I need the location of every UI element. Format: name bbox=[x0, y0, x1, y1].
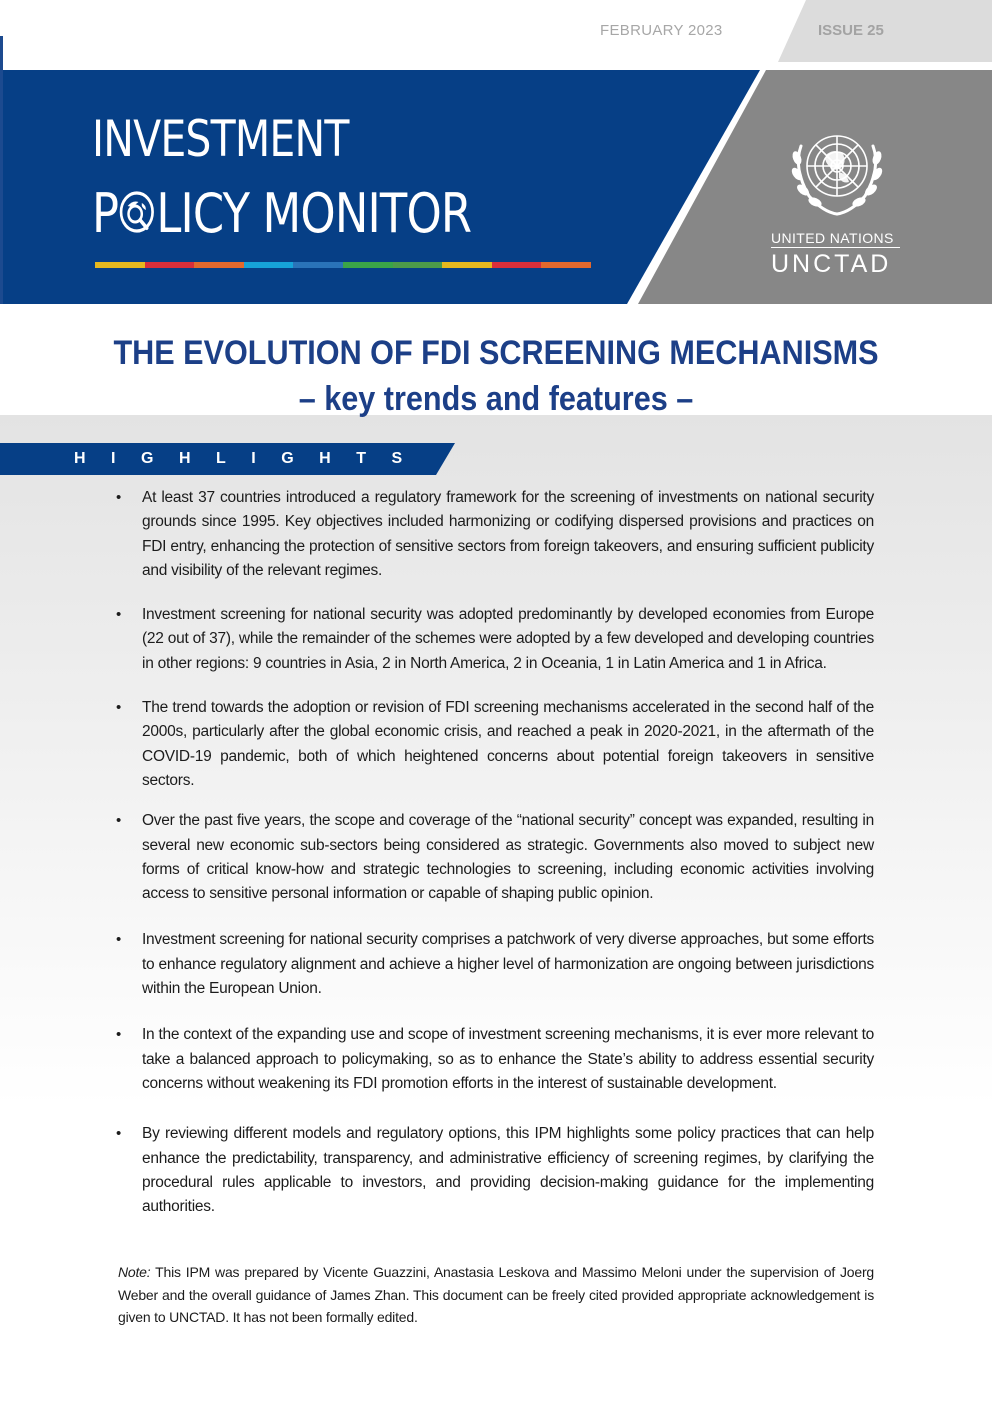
highlight-item bbox=[116, 603, 874, 676]
un-emblem-icon bbox=[773, 116, 901, 224]
highlight-text: At least 37 countries introduced a regulatory framework for the screening of investments on national security grounds since 1995. Key objectives included harmonizing or codifying dispersed provisions and practices on FDI entry, enhancing the protection of sensitive sectors from foreign takeovers, and ensuring sufficient publicity and visibility of the relevant regimes. bbox=[142, 489, 874, 579]
stripe-segment bbox=[492, 262, 542, 268]
document-title bbox=[50, 330, 943, 422]
highlight-item bbox=[116, 1023, 874, 1096]
highlight-item bbox=[116, 696, 874, 793]
stripe-segment bbox=[343, 262, 393, 268]
note-label: Note: bbox=[118, 1264, 151, 1280]
stripe-segment bbox=[541, 262, 591, 268]
bullet-icon: • bbox=[116, 606, 122, 624]
stripe-segment bbox=[95, 262, 145, 268]
stripe-segment bbox=[393, 262, 443, 268]
highlights-label: HIGHLIGHTS bbox=[74, 450, 428, 467]
highlight-text: Investment screening for national security comprises a patchwork of very diverse approaches, but some efforts to enhance regulatory alignment and achieve a higher level of harmonization are ongoing between jurisdictions within the European Union. bbox=[142, 931, 874, 998]
highlight-text: Investment screening for national security was adopted predominantly by developed economies from Europe (22 out of 37), while the remainder of the schemes were adopted by a few developed and developing countries in other regions: 9 countries in Asia, 2 in North America, 2 in Oceania, 1 in Latin America and 1 in Africa. bbox=[142, 606, 874, 672]
left-accent-rule bbox=[0, 36, 3, 304]
footnote bbox=[118, 1261, 874, 1329]
bullet-icon: • bbox=[116, 1125, 122, 1143]
color-stripe-bar bbox=[95, 262, 591, 268]
stripe-segment bbox=[293, 262, 343, 268]
highlight-text: Over the past five years, the scope and coverage of the “national security” concept was expanded, resulting in several new economic sub-sectors being considered as strategic. Governments also moved to subject new forms of critical know-how and strategic technologies to screening, including economic activities involving access to sensitive personal information or capable of shaping public opinion. bbox=[142, 812, 874, 903]
publication-title-line2 bbox=[92, 182, 471, 245]
publication-title-line1: INVESTMENT bbox=[92, 110, 349, 168]
title-line2-prefix: P bbox=[92, 182, 119, 245]
issue-date: FEBRUARY 2023 bbox=[600, 22, 723, 39]
document-title-line1: THE EVOLUTION OF FDI SCREENING MECHANISMS bbox=[113, 334, 879, 372]
highlights-list bbox=[116, 486, 874, 1219]
note-text: This IPM was prepared by Vicente Guazzini, Anastasia Leskova and Massimo Meloni under the supervision of Joerg Weber and the overall guidance of James Zhan. This document can be freely cited provided appropriate acknowledgement is given to UNCTAD. It has not been formally edited. bbox=[118, 1264, 874, 1326]
stripe-segment bbox=[244, 262, 294, 268]
highlight-text: In the context of the expanding use and scope of investment screening mechanisms, it is ever more relevant to take a balanced approach to policymaking, so as to enhance the State’s ability to address essential security concerns without weakening its FDI promotion efforts in the interest of sustainable development. bbox=[142, 1026, 874, 1092]
highlight-item bbox=[116, 809, 874, 906]
magnifier-globe-icon bbox=[118, 190, 156, 238]
issue-number: ISSUE 25 bbox=[818, 22, 884, 39]
stripe-segment bbox=[442, 262, 492, 268]
stripe-segment bbox=[145, 262, 195, 268]
stripe-segment bbox=[194, 262, 244, 268]
document-title-line2: – key trends and features – bbox=[298, 380, 694, 418]
org-name: UNITED NATIONS bbox=[771, 230, 894, 246]
bullet-icon: • bbox=[116, 699, 122, 717]
highlight-text: The trend towards the adoption or revision of FDI screening mechanisms accelerated in the second half of the 2000s, particularly after the global economic crisis, and reached a peak in 2020-2021, in the aftermath of the COVID-19 pandemic, both of which heightened concerns about potential foreign takeovers in sensitive sectors. bbox=[142, 699, 874, 789]
bullet-icon: • bbox=[116, 489, 122, 506]
bullet-icon: • bbox=[116, 812, 122, 830]
bullet-icon: • bbox=[116, 1026, 122, 1044]
highlight-item bbox=[116, 928, 874, 1001]
org-short-name: UNCTAD bbox=[771, 250, 892, 278]
title-line2-suffix: LICY MONITOR bbox=[156, 182, 472, 245]
highlight-item bbox=[116, 486, 874, 583]
issue-tab bbox=[778, 0, 992, 62]
bullet-icon: • bbox=[116, 931, 122, 949]
highlight-item bbox=[116, 1122, 874, 1219]
org-divider bbox=[771, 247, 900, 248]
highlight-text: By reviewing different models and regulatory options, this IPM highlights some policy practices that can help enhance the predictability, transparency, and administrative efficiency of screening regimes, by clarifying the procedural rules applicable to investors, and providing decision-making guidance for the implementing authorities. bbox=[142, 1125, 874, 1216]
